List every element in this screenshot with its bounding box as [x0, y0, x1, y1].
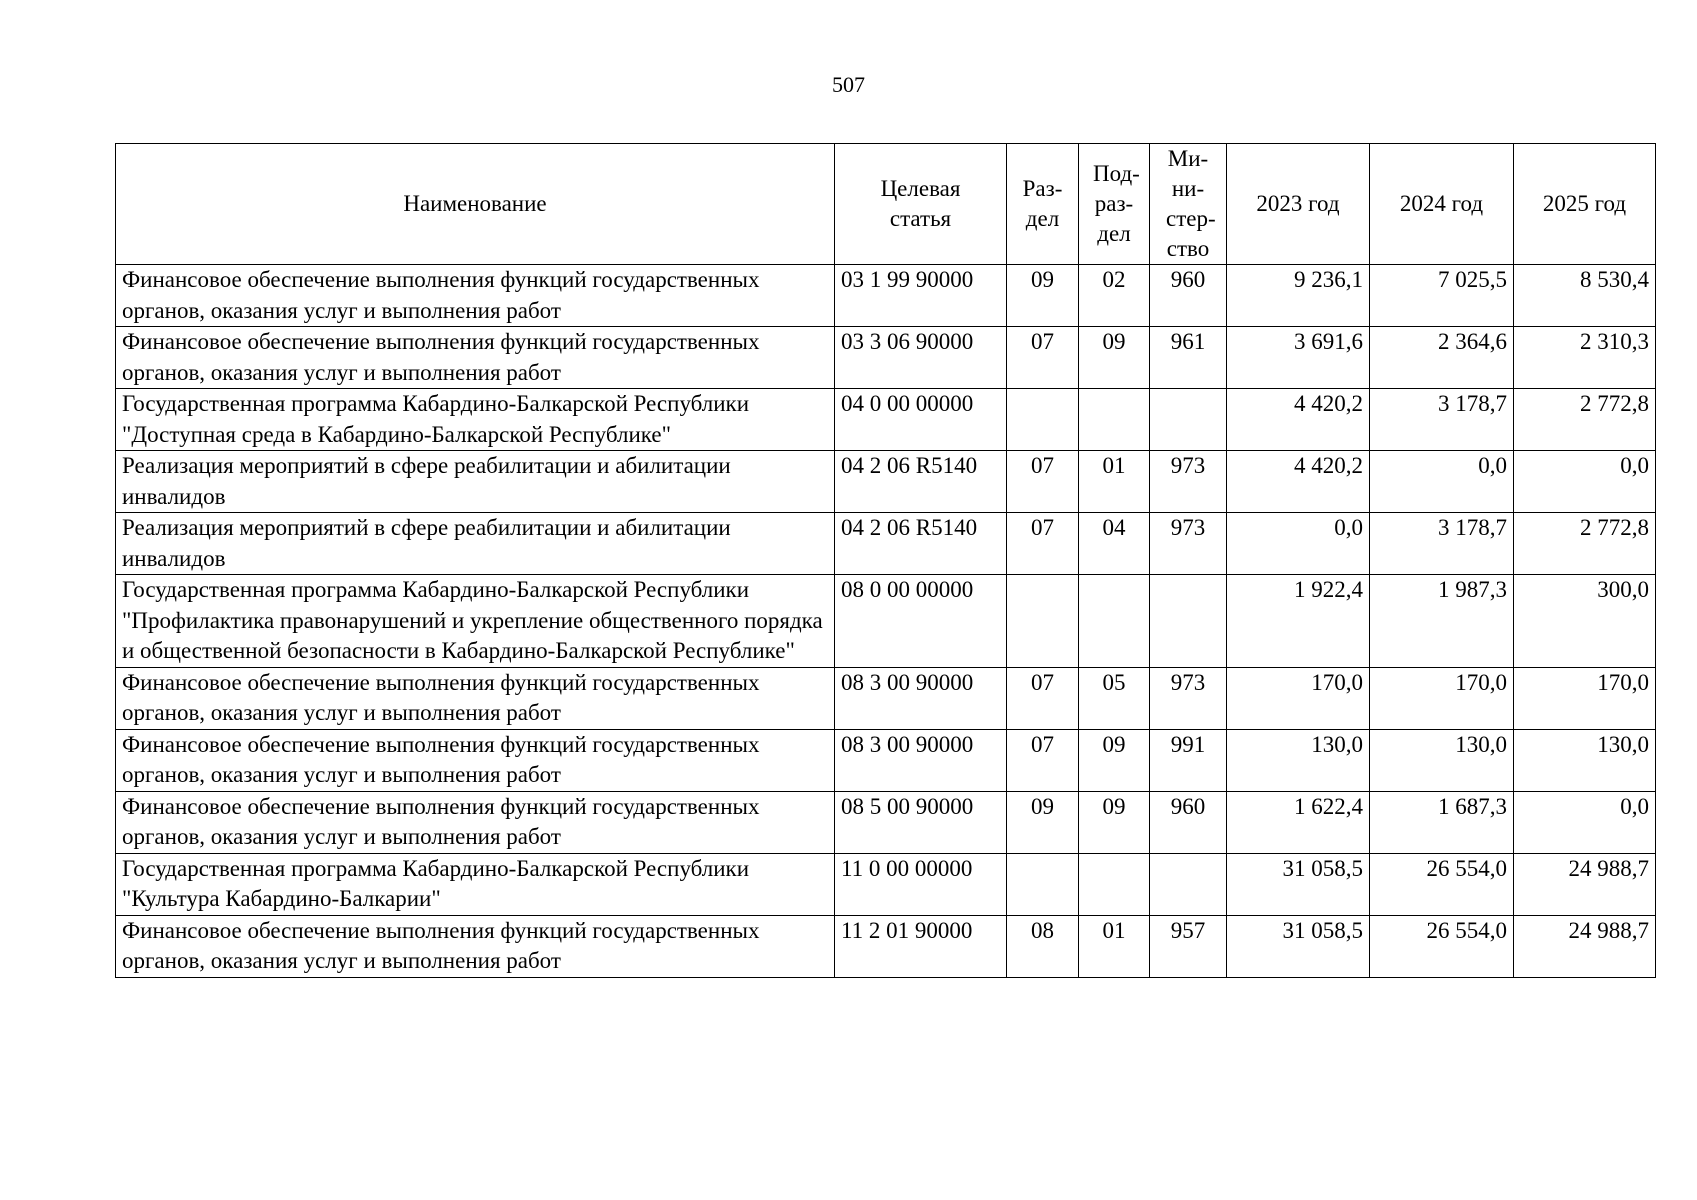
table-row: [116, 667, 1656, 729]
header-name: Наименование: [116, 144, 835, 265]
row-subsection: 01: [1079, 451, 1150, 513]
row-name: Государственная программа Кабардино-Балкарской Республики "Культура Кабардино-Балкарии": [116, 853, 835, 915]
row-2023: 0,0: [1227, 513, 1370, 575]
row-section: [1007, 853, 1079, 915]
row-ministry: 960: [1150, 265, 1227, 327]
row-name: Государственная программа Кабардино-Балкарской Республики "Доступная среда в Кабардино-Балкарской Республике": [116, 389, 835, 451]
table-header-row: [116, 144, 1656, 265]
row-2023: 9 236,1: [1227, 265, 1370, 327]
row-2025: 0,0: [1514, 791, 1656, 853]
row-2024: 3 178,7: [1370, 389, 1514, 451]
row-2023: 31 058,5: [1227, 853, 1370, 915]
row-2023: 130,0: [1227, 729, 1370, 791]
table-row: [116, 513, 1656, 575]
row-2024: 1 687,3: [1370, 791, 1514, 853]
row-target-article: 08 3 00 90000: [835, 729, 1007, 791]
row-name: Реализация мероприятий в сфере реабилитации и абилитации инвалидов: [116, 451, 835, 513]
row-2025: 2 772,8: [1514, 513, 1656, 575]
table-row: [116, 915, 1656, 977]
row-name: Финансовое обеспечение выполнения функций государственных органов, оказания услуг и выполнения работ: [116, 915, 835, 977]
row-2024: 7 025,5: [1370, 265, 1514, 327]
row-subsection: 04: [1079, 513, 1150, 575]
row-name: Реализация мероприятий в сфере реабилитации и абилитации инвалидов: [116, 513, 835, 575]
header-2024: 2024 год: [1370, 144, 1514, 265]
row-target-article: 08 0 00 00000: [835, 575, 1007, 668]
header-section: Раз- дел: [1007, 144, 1079, 265]
row-2024: 1 987,3: [1370, 575, 1514, 668]
row-2025: 0,0: [1514, 451, 1656, 513]
table-row: [116, 327, 1656, 389]
header-2025: 2025 год: [1514, 144, 1656, 265]
row-subsection: 09: [1079, 791, 1150, 853]
row-section: 07: [1007, 667, 1079, 729]
row-target-article: 04 0 00 00000: [835, 389, 1007, 451]
budget-table: [115, 143, 1656, 978]
row-subsection: 02: [1079, 265, 1150, 327]
row-subsection: 01: [1079, 915, 1150, 977]
row-subsection: [1079, 575, 1150, 668]
row-ministry: 957: [1150, 915, 1227, 977]
row-2023: 1 922,4: [1227, 575, 1370, 668]
row-name: Финансовое обеспечение выполнения функций государственных органов, оказания услуг и выполнения работ: [116, 327, 835, 389]
row-ministry: 961: [1150, 327, 1227, 389]
row-subsection: 09: [1079, 729, 1150, 791]
row-2025: 8 530,4: [1514, 265, 1656, 327]
row-2025: 300,0: [1514, 575, 1656, 668]
row-section: 07: [1007, 729, 1079, 791]
row-ministry: [1150, 389, 1227, 451]
row-2023: 3 691,6: [1227, 327, 1370, 389]
row-section: 09: [1007, 791, 1079, 853]
header-ministry: Ми- ни- стер- ство: [1150, 144, 1227, 265]
row-2024: 3 178,7: [1370, 513, 1514, 575]
row-section: 07: [1007, 327, 1079, 389]
header-target-article: Целевая статья: [835, 144, 1007, 265]
row-2024: 26 554,0: [1370, 853, 1514, 915]
row-subsection: [1079, 389, 1150, 451]
row-ministry: 991: [1150, 729, 1227, 791]
table-body: [116, 265, 1656, 978]
header-2023: 2023 год: [1227, 144, 1370, 265]
row-2024: 0,0: [1370, 451, 1514, 513]
row-name: Финансовое обеспечение выполнения функций государственных органов, оказания услуг и выполнения работ: [116, 791, 835, 853]
table-row: [116, 389, 1656, 451]
row-subsection: 09: [1079, 327, 1150, 389]
row-2025: 24 988,7: [1514, 853, 1656, 915]
row-2025: 24 988,7: [1514, 915, 1656, 977]
row-subsection: [1079, 853, 1150, 915]
row-subsection: 05: [1079, 667, 1150, 729]
row-name: Государственная программа Кабардино-Балкарской Республики "Профилактика правонарушений и укрепление общественного порядка и общественной безопасности в Кабардино-Балкарской Республике": [116, 575, 835, 668]
row-target-article: 11 0 00 00000: [835, 853, 1007, 915]
row-section: 08: [1007, 915, 1079, 977]
row-target-article: 04 2 06 R5140: [835, 451, 1007, 513]
row-name: Финансовое обеспечение выполнения функций государственных органов, оказания услуг и выполнения работ: [116, 667, 835, 729]
row-section: [1007, 389, 1079, 451]
row-section: 07: [1007, 451, 1079, 513]
row-2023: 4 420,2: [1227, 389, 1370, 451]
row-target-article: 11 2 01 90000: [835, 915, 1007, 977]
row-2024: 26 554,0: [1370, 915, 1514, 977]
row-2023: 31 058,5: [1227, 915, 1370, 977]
row-2023: 4 420,2: [1227, 451, 1370, 513]
table-row: [116, 265, 1656, 327]
row-target-article: 08 3 00 90000: [835, 667, 1007, 729]
row-section: 09: [1007, 265, 1079, 327]
row-name: Финансовое обеспечение выполнения функций государственных органов, оказания услуг и выполнения работ: [116, 265, 835, 327]
table-row: [116, 729, 1656, 791]
row-target-article: 03 1 99 90000: [835, 265, 1007, 327]
row-2025: 2 772,8: [1514, 389, 1656, 451]
row-section: [1007, 575, 1079, 668]
row-ministry: 973: [1150, 451, 1227, 513]
row-section: 07: [1007, 513, 1079, 575]
table-row: [116, 853, 1656, 915]
row-2024: 130,0: [1370, 729, 1514, 791]
row-target-article: 03 3 06 90000: [835, 327, 1007, 389]
row-target-article: 04 2 06 R5140: [835, 513, 1007, 575]
row-2023: 1 622,4: [1227, 791, 1370, 853]
table-row: [116, 451, 1656, 513]
row-ministry: [1150, 853, 1227, 915]
table-row: [116, 575, 1656, 668]
row-2025: 170,0: [1514, 667, 1656, 729]
row-2023: 170,0: [1227, 667, 1370, 729]
row-2024: 2 364,6: [1370, 327, 1514, 389]
row-target-article: 08 5 00 90000: [835, 791, 1007, 853]
row-2025: 2 310,3: [1514, 327, 1656, 389]
table-row: [116, 791, 1656, 853]
row-ministry: [1150, 575, 1227, 668]
header-subsection: Под- раз- дел: [1079, 144, 1150, 265]
row-ministry: 973: [1150, 667, 1227, 729]
row-2025: 130,0: [1514, 729, 1656, 791]
page-number: 507: [832, 72, 865, 97]
row-2024: 170,0: [1370, 667, 1514, 729]
row-ministry: 973: [1150, 513, 1227, 575]
row-ministry: 960: [1150, 791, 1227, 853]
row-name: Финансовое обеспечение выполнения функций государственных органов, оказания услуг и выполнения работ: [116, 729, 835, 791]
